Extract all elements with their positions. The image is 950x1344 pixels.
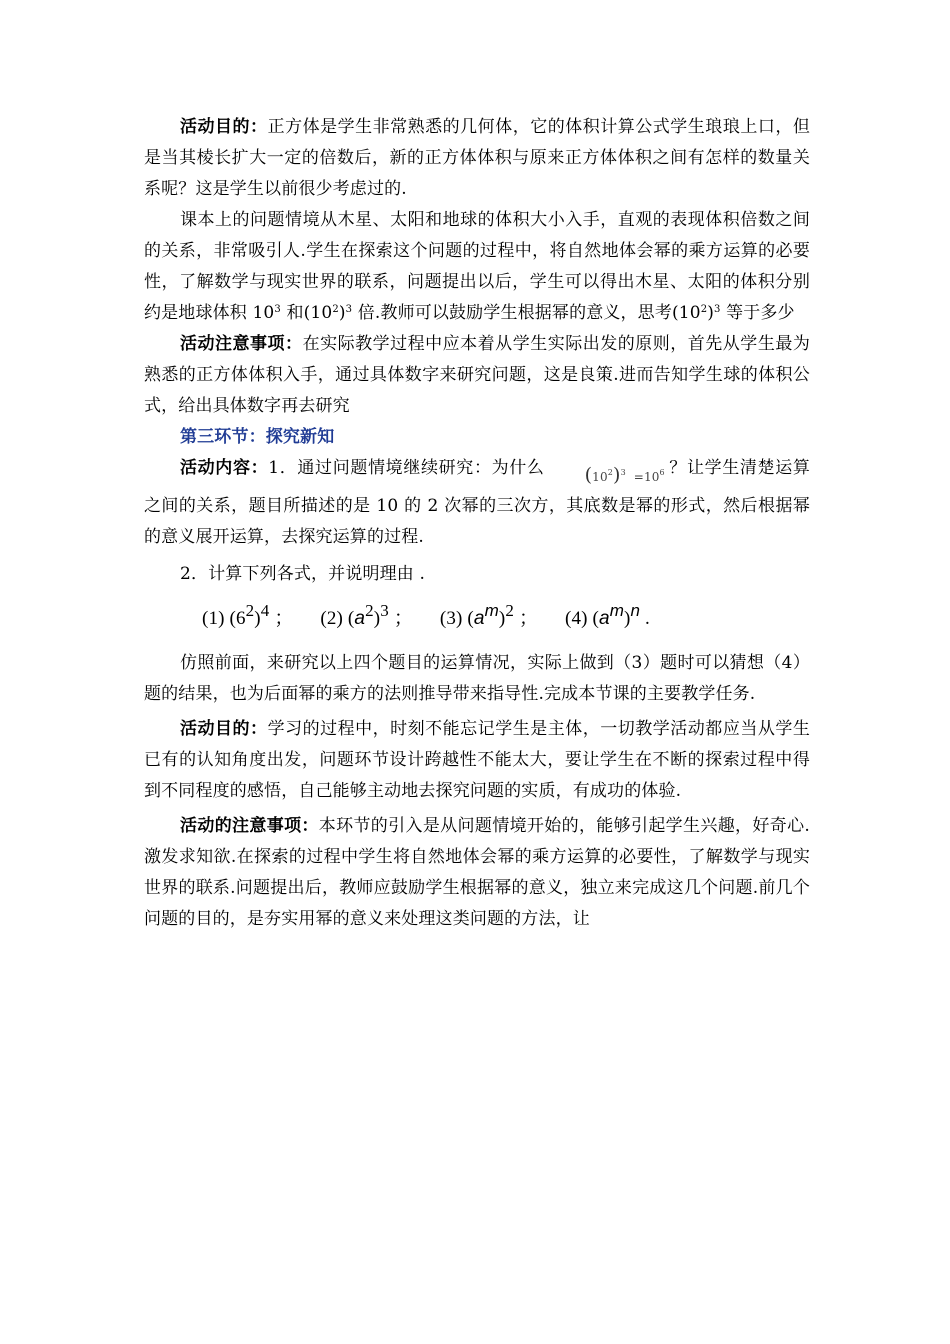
exponent: 3 [274, 304, 281, 315]
text-segment: ) [338, 303, 346, 323]
label-activity-notes: 活动的注意事项： [180, 816, 319, 836]
label-activity-purpose: 活动目的： [180, 117, 268, 137]
eq-exponent: 6 [659, 468, 665, 477]
eq-base: 10 [592, 470, 608, 484]
formula-3: (3) $(a^m)^2$ ； [439, 601, 539, 629]
formula-4: (4) $(a^m)^n$ . [565, 601, 650, 629]
inline-equation: $(10^2)^3 =10^6$ [584, 464, 665, 486]
text-segment: 和(10 [280, 303, 333, 323]
text-segment: 1．通过问题情境继续研究：为什么 [268, 458, 545, 478]
exponent: 2 [700, 304, 708, 315]
paragraph-activity-notes [144, 329, 810, 422]
paragraph-problem-context [144, 205, 810, 329]
paragraph-text: 正方体是学生非常熟悉的几何体，它的体积计算公式学生琅琅上口，但是当其棱长扩大一定的倍数后，新的正方体体积与原来正方体体积之间有怎样的数量关系呢？这是学生以前很少考虑过的. [144, 117, 811, 199]
paragraph-activity-content [144, 453, 810, 553]
paragraph-text: 本环节的引入是从问题情境开始的，能够引起学生兴趣，好奇心.激发求知欲.在探索的过程中学生将自然地体会幂的乘方运算的必要性，了解数学与现实世界的联系.问题提出后，教师应鼓励学生根据幂的意义，独立来完成这几个问题.前几个问题的目的，是夯实用幂的意义来处理这类问题的方法，让 [144, 816, 810, 929]
paragraph-activity-notes-2 [144, 811, 810, 935]
exponent: 3 [345, 304, 353, 315]
formula-list [202, 600, 810, 638]
paragraph-text: 在实际教学过程中应本着从学生实际出发的原则，首先从学生最为熟悉的正方体体积入手，通过具体数字来研究问题，这是良策.进而告知学生球的体积公式，给出具体数字再去研究 [144, 334, 810, 416]
label-activity-purpose: 活动目的： [180, 719, 268, 739]
text-segment: ？让学生清楚运算之间的关系，题目所描述的是 10 的 2 次幂的三次方，其底数是幂的形式，然后根据幂的意义展开运算，去探究运算的过程. [144, 458, 811, 547]
text-segment: 课本上的问题情境从木星、太阳和地球的体积大小入手，直观的表现体积倍数之间的关系，非常吸引人.学生在探索这个问题的过程中，将自然地体会幂的乘方运算的必要性，了解数学与现实世界的联系，问题提出以后，学生可以得出木星、太阳的体积分别约是地球体积 10 [144, 210, 810, 323]
label-activity-content: 活动内容： [180, 458, 269, 478]
paragraph-analysis: 仿照前面，来研究以上四个题目的运算情况，实际上做到（3）题时可以猜想（4）题的结果，也为后面幂的乘方的法则推导带来指导性.完成本节课的主要教学任务. [144, 653, 810, 704]
label-activity-notes: 活动注意事项： [180, 334, 303, 354]
eq-exponent: 3 [620, 468, 626, 477]
formula-1: (1) $(6^2)^4$ ； [202, 601, 294, 629]
exponent: 3 [714, 304, 721, 315]
eq-rhs: =10 [633, 470, 660, 484]
paragraph-activity-purpose-2 [144, 714, 810, 807]
formula-2: (2) $(a^2)^3$ ； [320, 601, 413, 629]
eq-exponent: 2 [607, 468, 613, 477]
text-segment: 倍.教师可以鼓励学生根据幂的意义，思考(10 [352, 303, 701, 323]
section-heading: 第三环节：探究新知 [180, 427, 335, 447]
document-page [144, 112, 810, 935]
text-segment: ) [707, 303, 714, 323]
paragraph-task-2: 2．计算下列各式，并说明理由 . [180, 564, 426, 584]
paragraph-activity-purpose [144, 112, 810, 205]
text-segment: 等于多少 [720, 303, 795, 323]
paragraph-text: 学习的过程中，时刻不能忘记学生是主体，一切教学活动都应当从学生已有的认知角度出发，问题环节设计跨越性不能太大，要让学生在不断的探索过程中得到不同程度的感悟，自己能够主动地去探究问题的实质，有成功的体验. [144, 719, 811, 801]
exponent: 2 [332, 304, 339, 315]
